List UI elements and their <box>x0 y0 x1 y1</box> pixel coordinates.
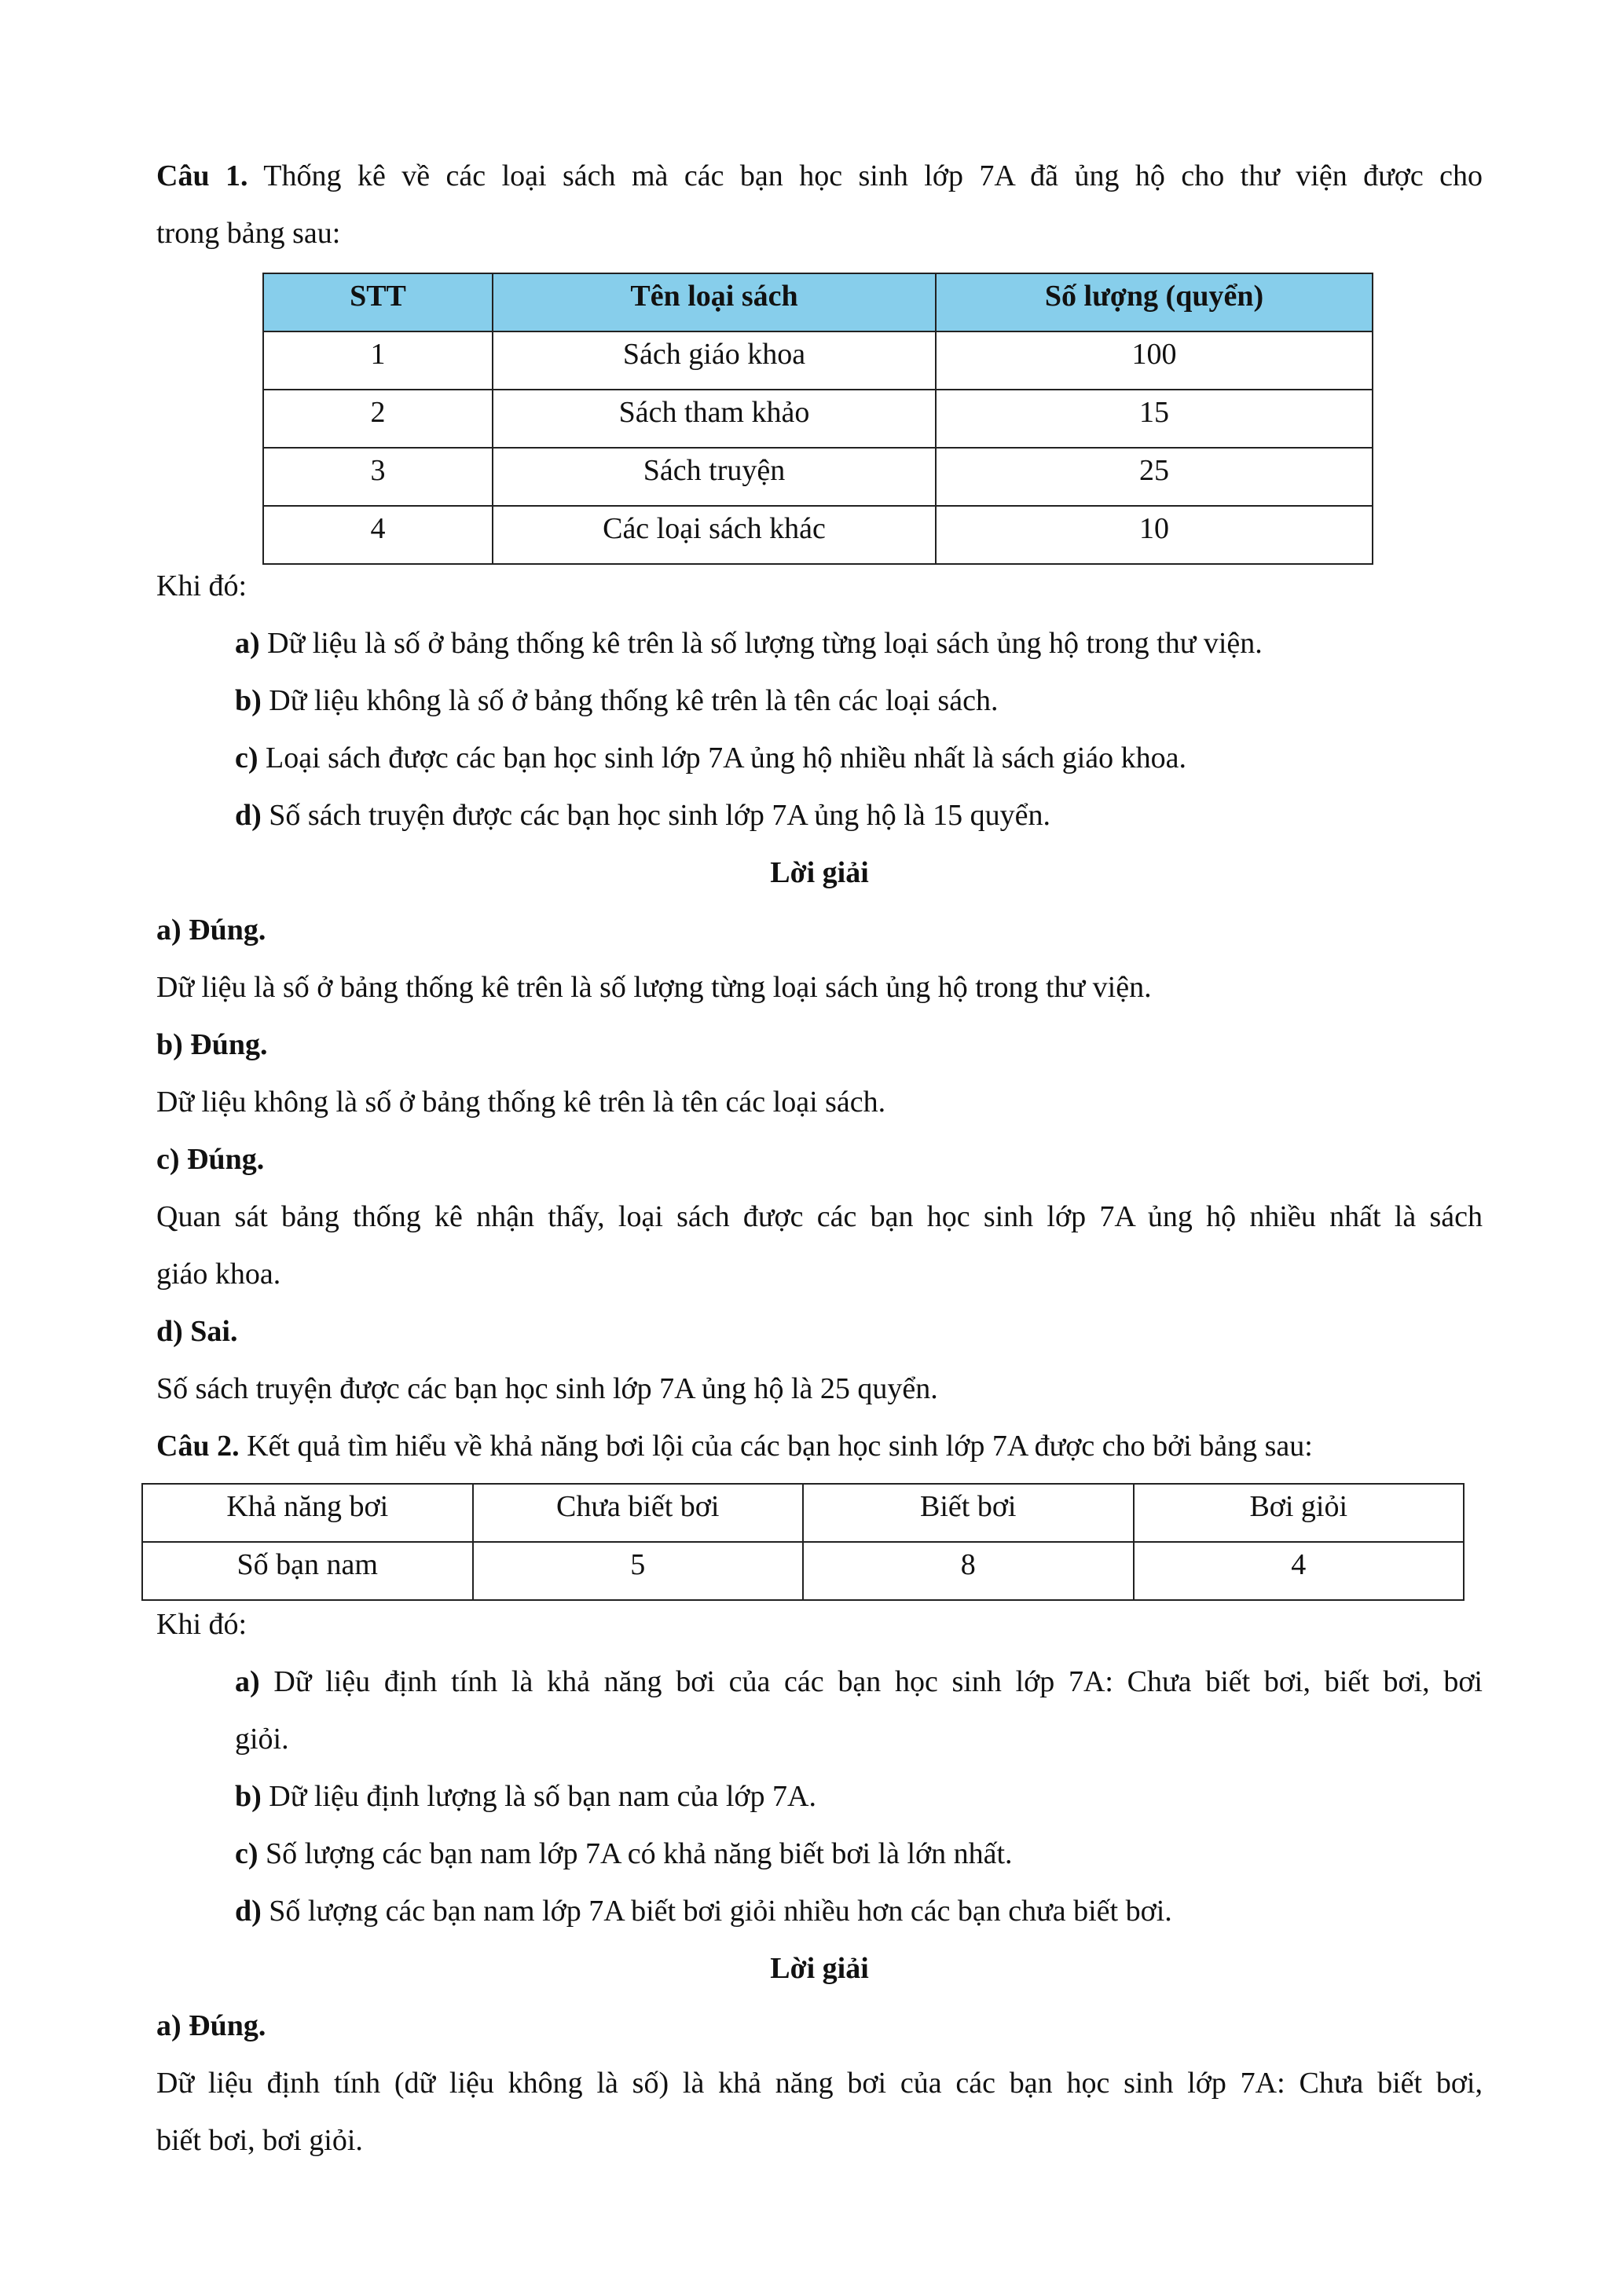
q1-explain-c-cont: giáo khoa. <box>156 1258 281 1291</box>
header-book-type: Tên loại sách <box>493 273 936 331</box>
q2-explain-a-cont: biết bơi, bơi giỏi. <box>156 2124 363 2157</box>
cell: 5 <box>473 1542 804 1600</box>
statement-text: Dữ liệu là số ở bảng thống kê trên là số lượng từng loại sách ủng hộ trong thư viện. <box>259 627 1263 660</box>
cell: 100 <box>936 331 1373 390</box>
table-row <box>263 506 1373 564</box>
cell: 4 <box>1134 1542 1465 1600</box>
q1-statement-c <box>156 730 1483 787</box>
q2-statement-d <box>156 1883 1483 1940</box>
table-header-row <box>263 273 1373 331</box>
cell: Bơi giỏi <box>1134 1484 1465 1542</box>
verdict: c) Đúng. <box>156 1143 265 1176</box>
cell: Sách tham khảo <box>493 390 936 448</box>
cell: Số bạn nam <box>142 1542 473 1600</box>
q1-verdict-d <box>156 1303 1483 1360</box>
q1-statement-b <box>156 672 1483 730</box>
q1-khi-do: Khi đó: <box>156 569 247 602</box>
header-quantity: Số lượng (quyển) <box>936 273 1373 331</box>
solution-title: Lời giải <box>770 856 869 889</box>
statement-text: Số lượng các bạn nam lớp 7A có khả năng biết bơi là lớn nhất. <box>258 1837 1013 1870</box>
statement-text: Số sách truyện được các bạn học sinh lớp 7A ủng hộ là 15 quyển. <box>261 799 1051 832</box>
cell: 2 <box>263 390 493 448</box>
statement-label: b) <box>235 684 262 717</box>
books-table <box>262 273 1373 565</box>
statement-label: c) <box>235 742 258 774</box>
q2-verdict-a <box>156 1998 1483 2055</box>
q1-explain-d: Số sách truyện được các bạn học sinh lớp 7A ủng hộ là 25 quyển. <box>156 1372 938 1405</box>
cell: Sách giáo khoa <box>493 331 936 390</box>
statement-label: d) <box>235 799 262 832</box>
q1-verdict-c <box>156 1131 1483 1188</box>
cell: Chưa biết bơi <box>473 1484 804 1542</box>
q2-khi-do: Khi đó: <box>156 1608 247 1641</box>
verdict: a) Đúng. <box>156 2009 266 2042</box>
cell: 8 <box>803 1542 1134 1600</box>
solution-title: Lời giải <box>770 1952 869 1985</box>
verdict: d) Sai. <box>156 1315 238 1348</box>
cell: Khả năng bơi <box>142 1484 473 1542</box>
statement-text: Số lượng các bạn nam lớp 7A biết bơi giỏi nhiều hơn các bạn chưa biết bơi. <box>261 1895 1172 1928</box>
cell: 3 <box>263 448 493 506</box>
q1-verdict-a <box>156 902 1483 959</box>
q1-statement-a <box>156 615 1483 672</box>
statement-label: d) <box>235 1895 262 1928</box>
cell: 1 <box>263 331 493 390</box>
table-row <box>263 390 1373 448</box>
q1-explain-a: Dữ liệu là số ở bảng thống kê trên là số lượng từng loại sách ủng hộ trong thư viện. <box>156 971 1152 1004</box>
swimming-table <box>141 1483 1465 1601</box>
header-stt: STT <box>263 273 493 331</box>
q1-text: Thống kê về các loại sách mà các bạn học sinh lớp 7A đã ủng hộ cho thư viện được cho <box>247 159 1483 192</box>
statement-label: a) <box>235 1665 260 1698</box>
q1-label: Câu 1. <box>156 159 248 192</box>
cell: 10 <box>936 506 1373 564</box>
table-row <box>142 1484 1464 1542</box>
statement-label: b) <box>235 1780 262 1813</box>
table-row <box>263 448 1373 506</box>
q2-statement-a-cont: giỏi. <box>235 1723 289 1756</box>
document-page <box>156 148 1483 2170</box>
q1-verdict-b <box>156 1016 1483 1074</box>
cell: Sách truyện <box>493 448 936 506</box>
cell: Các loại sách khác <box>493 506 936 564</box>
table-row <box>142 1542 1464 1600</box>
statement-text: Dữ liệu định tính là khả năng bơi của các bạn học sinh lớp 7A: Chưa biết bơi, biết bơi, bơi <box>259 1665 1483 1698</box>
q2-label: Câu 2. <box>156 1430 240 1463</box>
q1-solution-title <box>156 844 1483 902</box>
q2-solution-title <box>156 1940 1483 1998</box>
q2-statement-c <box>156 1825 1483 1883</box>
q2-statement-a <box>156 1653 1483 1711</box>
q1-explain-c: Quan sát bảng thống kê nhận thấy, loại sách được các bạn học sinh lớp 7A ủng hộ nhiều nhất là sách <box>156 1200 1483 1233</box>
q1-statement-d <box>156 787 1483 844</box>
q2-explain-a: Dữ liệu định tính (dữ liệu không là số) là khả năng bơi của các bạn học sinh lớp 7A: Chưa biết bơi, <box>156 2067 1483 2100</box>
statement-label: c) <box>235 1837 258 1870</box>
statement-text: Dữ liệu không là số ở bảng thống kê trên là tên các loại sách. <box>261 684 999 717</box>
cell: Biết bơi <box>803 1484 1134 1542</box>
q2-statement-b <box>156 1768 1483 1825</box>
q1-explain-b: Dữ liệu không là số ở bảng thống kê trên là tên các loại sách. <box>156 1086 886 1119</box>
table-row <box>263 331 1373 390</box>
cell: 4 <box>263 506 493 564</box>
verdict: b) Đúng. <box>156 1028 268 1061</box>
verdict: a) Đúng. <box>156 914 266 947</box>
statement-text: Loại sách được các bạn học sinh lớp 7A ủng hộ nhiều nhất là sách giáo khoa. <box>258 742 1187 774</box>
cell: 25 <box>936 448 1373 506</box>
statement-text: Dữ liệu định lượng là số bạn nam của lớp 7A. <box>261 1780 816 1813</box>
cell: 15 <box>936 390 1373 448</box>
q1-intro-cont: trong bảng sau: <box>156 217 341 250</box>
statement-label: a) <box>235 627 260 660</box>
q2-intro <box>156 1418 1483 1475</box>
q2-text: Kết quả tìm hiểu về khả năng bơi lội của các bạn học sinh lớp 7A được cho bởi bảng sau: <box>239 1430 1313 1463</box>
q1-intro <box>156 148 1483 205</box>
